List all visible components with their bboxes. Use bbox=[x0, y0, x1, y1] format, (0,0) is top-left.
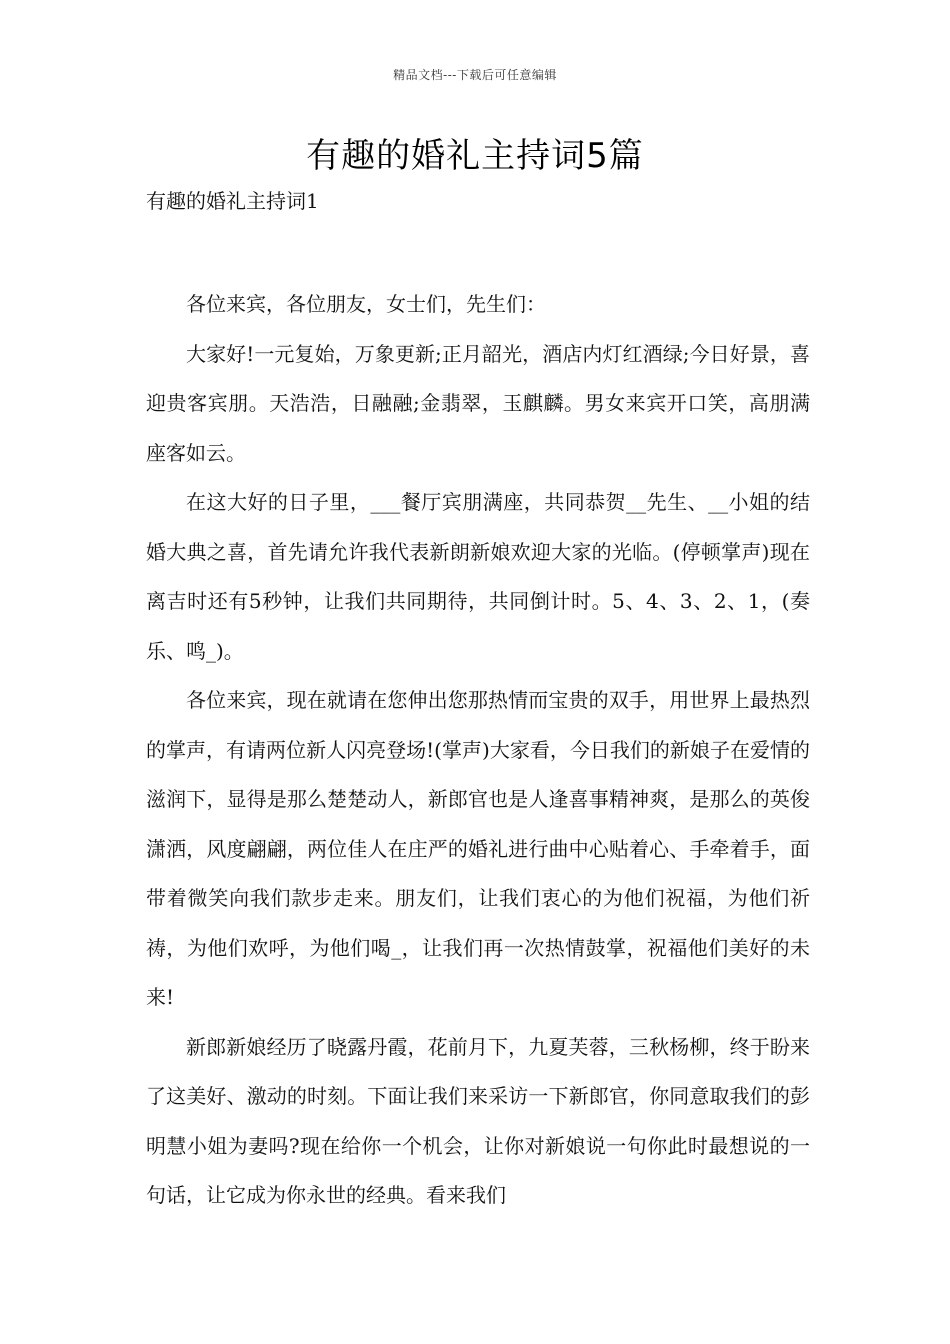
paragraph-greeting: 各位来宾，各位朋友，女士们，先生们： bbox=[186, 292, 546, 316]
document-subtitle: 有趣的婚礼主持词1 bbox=[146, 189, 319, 213]
paragraph-interview: 新郎新娘经历了晓露丹霞，花前月下，九夏芙蓉，三秋杨柳，终于盼来了这美好、激动的时刻。下面让我们来采访一下新郎官，你同意取我们的彭明慧小姐为妻吗?现在给你一个机会，让你对新娘说一句你此时最想说的一句话，让它成为你永世的经典。看来我们 bbox=[146, 1034, 810, 1207]
paragraph-entrance: 各位来宾，现在就请在您伸出您那热情而宝贵的双手，用世界上最热烈的掌声，有请两位新人闪亮登场!(掌声)大家看，今日我们的新娘子在爱情的滋润下，显得是那么楚楚动人，新郎官也是人逢喜事精神爽，是那么的英俊潇洒，风度翩翩，两位佳人在庄严的婚礼进行曲中心贴着心、手牵着手，面带着微笑向我们款步走来。朋友们，让我们衷心的为他们祝福，为他们祈祷，为他们欢呼，为他们喝_，让我们再一次热情鼓掌，祝福他们美好的未来! bbox=[146, 688, 810, 1009]
paragraph-countdown: 在这大好的日子里，___餐厅宾朋满座，共同恭贺__先生、__小姐的结婚大典之喜，首先请允许我代表新朗新娘欢迎大家的光临。(停顿掌声)现在离吉时还有5秒钟，让我们共同期待，共同倒计时。5、4、3、2、1，(奏乐、鸣_)。 bbox=[146, 490, 810, 663]
document-body bbox=[146, 280, 810, 1221]
document-title: 有趣的婚礼主持词5篇 bbox=[306, 136, 644, 176]
paragraph-opening: 大家好!一元复始，万象更新;正月韶光，酒店内灯红酒绿;今日好景，喜迎贵客宾朋。天浩浩，日融融;金翡翠，玉麒麟。男女来宾开口笑，高朋满座客如云。 bbox=[146, 341, 810, 465]
page-header-note: 精品文档---下载后可任意编辑 bbox=[393, 68, 557, 82]
